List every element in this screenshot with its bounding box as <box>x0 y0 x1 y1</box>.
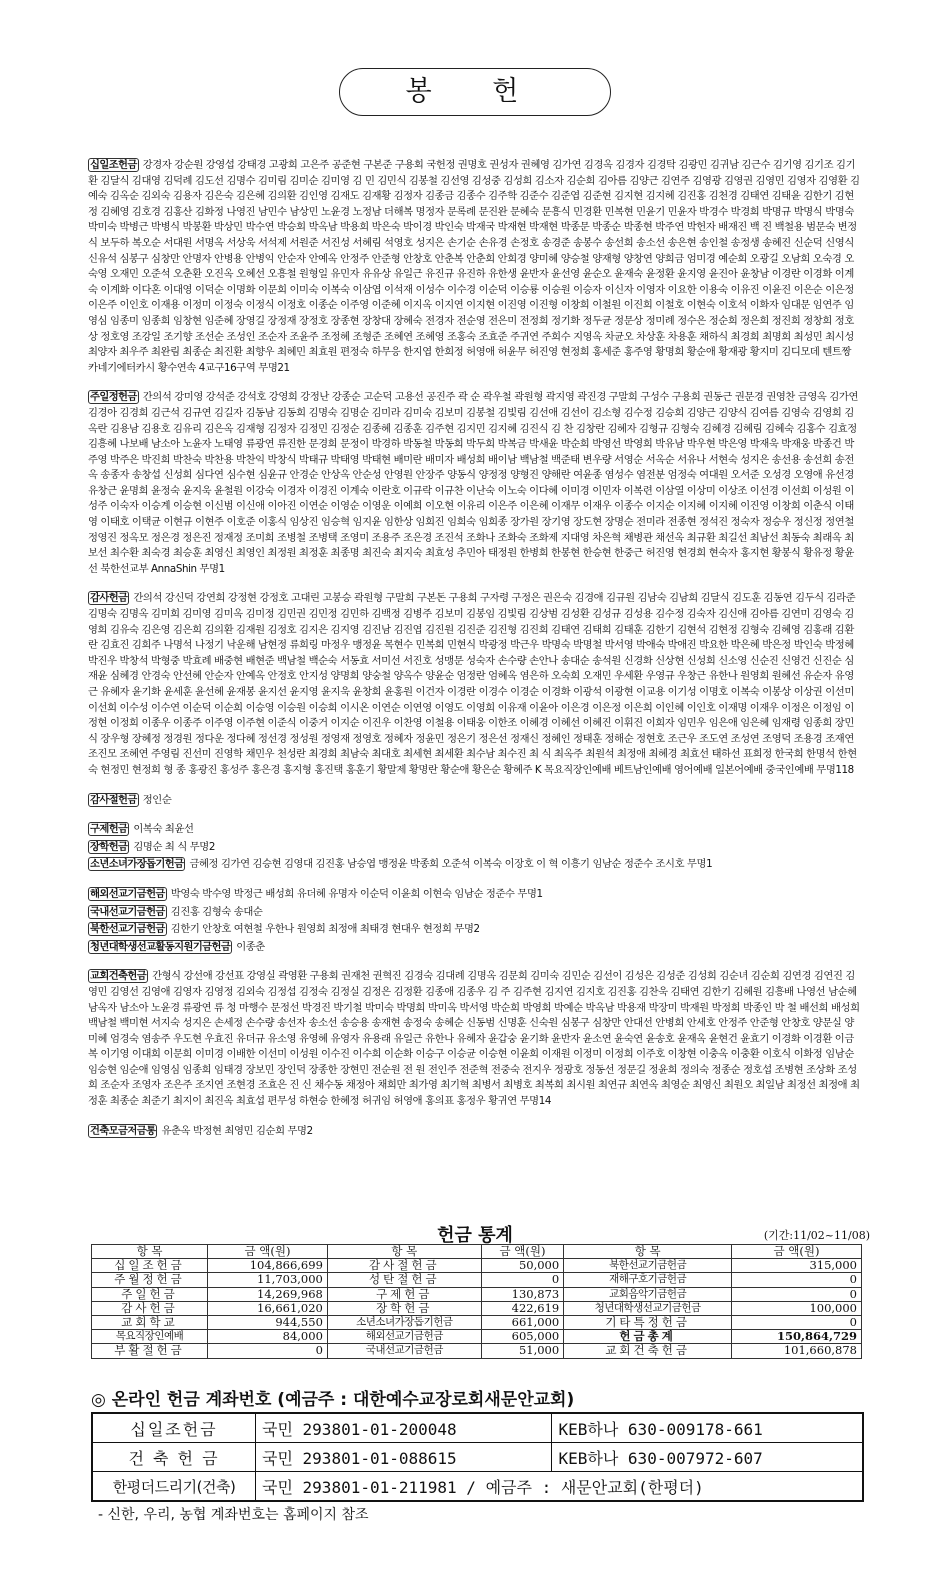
section-names: 정인순 <box>142 793 172 806</box>
section-names: 김한기 안창호 여현철 우한나 원영희 최정애 최태경 현대우 현정희 무명2 <box>170 923 480 936</box>
amount-cell: 0 <box>732 1315 862 1329</box>
section-label: 감사헌금 <box>90 592 128 605</box>
account-name: 십일조헌금 <box>92 1413 256 1443</box>
stats-row <box>92 1330 862 1344</box>
section-label: 감사절헌금 <box>90 793 137 806</box>
section-label: 소년소녀가장돕기헌금 <box>90 858 184 871</box>
stats-row <box>92 1273 862 1287</box>
item-cell: 부활절헌금 <box>92 1344 208 1358</box>
total-amount-cell: 150,864,729 <box>732 1330 862 1344</box>
amount-cell: 944,550 <box>208 1315 328 1329</box>
online-heading: ◎ 온라인 헌금 계좌번호 (예금주 : 대한예수교장로회새문안교회) <box>91 1390 575 1410</box>
offering-section <box>88 922 863 938</box>
header-cell: 항 목 <box>564 1245 732 1259</box>
amount-cell: 0 <box>732 1287 862 1301</box>
amount-cell: 315,000 <box>732 1259 862 1273</box>
amount-cell: 11,703,000 <box>208 1273 328 1287</box>
offering-section <box>88 940 863 956</box>
amount-cell: 0 <box>732 1273 862 1287</box>
account-info-2: KEB하나 630-009178-661 <box>552 1413 863 1443</box>
account-row <box>92 1472 863 1502</box>
item-cell: 주월정헌금 <box>92 1273 208 1287</box>
header-cell: 금 액(원) <box>208 1245 328 1259</box>
amount-cell: 50,000 <box>481 1259 564 1273</box>
amount-cell: 0 <box>481 1273 564 1287</box>
section-label: 주일정헌금 <box>90 391 137 404</box>
item-cell: 십일조헌금 <box>92 1259 208 1273</box>
amount-cell: 100,000 <box>732 1301 862 1315</box>
offering-section <box>88 840 863 856</box>
section-names: 김명순 최 식 무명2 <box>133 840 215 853</box>
item-cell: 성탄절헌금 <box>327 1273 481 1287</box>
offering-section <box>88 905 863 921</box>
stats-row <box>92 1315 862 1329</box>
account-info: 국민 293801-01-211981 / 예금주 : 새문안교회(한평더) <box>256 1472 864 1502</box>
item-cell: 장학헌금 <box>327 1301 481 1315</box>
amount-cell: 51,000 <box>481 1344 564 1358</box>
item-cell: 감사헌금 <box>92 1301 208 1315</box>
section-label: 건축모금저금통 <box>90 1124 156 1137</box>
account-info: 국민 293801-01-088615 <box>256 1443 552 1472</box>
stats-header-row <box>92 1245 862 1259</box>
amount-cell: 661,000 <box>481 1315 564 1329</box>
stats-row <box>92 1344 862 1358</box>
item-cell: 기타특정헌금 <box>564 1315 732 1329</box>
account-name: 한평더드리기(건축) <box>92 1472 256 1502</box>
section-label: 청년대학생선교활동지원기금헌금 <box>90 940 231 953</box>
item-cell: 재해구호기금헌금 <box>564 1273 732 1287</box>
amount-cell: 14,269,968 <box>208 1287 328 1301</box>
amount-cell: 101,660,878 <box>732 1344 862 1358</box>
section-names: 박영숙 박수영 박정근 배성희 유더혜 유명자 이순덕 이윤희 이현숙 임남순 정준수 무명1 <box>170 887 543 900</box>
item-cell: 목요직장인예배 <box>92 1330 208 1344</box>
section-label: 구제헌금 <box>90 823 128 836</box>
item-cell: 청년대학생선교기금헌금 <box>564 1301 732 1315</box>
amount-cell: 104,866,699 <box>208 1259 328 1273</box>
offering-section <box>88 591 863 778</box>
item-cell: 북한선교기금헌금 <box>564 1259 732 1273</box>
section-names: 김진홍 김형숙 송대순 <box>170 905 263 918</box>
item-cell: 국내선교기금헌금 <box>327 1344 481 1358</box>
page-title: 봉 헌 <box>339 68 611 116</box>
account-info-2: KEB하나 630-007972-607 <box>552 1443 863 1472</box>
offering-section <box>88 1124 863 1140</box>
account-row <box>92 1443 863 1472</box>
header-cell: 항 목 <box>327 1245 481 1259</box>
offering-section <box>88 822 863 838</box>
section-names: 간의석 강미영 강석준 강석호 강영희 강정난 강종순 고순덕 고용선 공진주 곽 순 곽우철 곽원형 곽지영 곽진경 구말희 구성수 구용희 권동근 권문경 권영찬 금영옥 김가연 김경아 김경희 김근석 김규연 김길자 김동남 김동희 김명숙 김명순 김미라 김미숙 김보미 김봉철 김빛림 김선애 김선이 김소형 김수정 김승희 김양근 김양식 김여름 김영숙 김영희 김옥란 김용남 김용호 김유리 김은옥 김재형 김정자 김정민 김정순 김종혜 김종훈 김주현 김지민 김지혜 김진식 김 찬 김창란 김혜자 김형규 김형숙 김혜경 김혜림 김혜숙 김홍수 김효정 김흥혜 나보배 남소아 노윤자 노태영 류광연 류진한 문경희 문정이 박경하 박동철 박동희 박두희 박복금 박새윤 박순희 박영선 박영희 박유남 박우현 박은영 박재욱 박재웅 박종건 박주영 박주은 박진희 박찬숙 박찬용 박찬익 박창식 박태규 박태영 박태현 배미란 배미자 배성희 배이남 백남철 백준태 변우량 서영순 서옥순 서유나 서현숙 성지은 송선용 송선희 송전옥 송종자 송창섭 신성희 심다연 심수현 심윤규 안경순 안상옥 안순성 안영원 안장주 양동식 양정정 양형진 양해란 여윤종 염성수 염전분 엄정숙 여대원 오서준 오성경 오영애 유선경 유창근 윤명희 윤정숙 윤지욱 윤철원 이강숙 이경자 이경진 이계숙 이란호 이규락 이규찬 이난숙 이노숙 이다혜 이미경 이민자 이복련 이삼열 이상미 이상조 이선경 이선희 이성원 이성주 이숙자 이승계 이승현 이신범 이신애 이아진 이연순 이영순 이영운 이예희 이오현 이유리 이은주 이은혜 이재무 이재우 이종수 이지순 이지혜 이지혜 이진영 이창희 이춘식 이태영 이태호 이택균 이현규 이현주 이호준 이홍식 임상진 임승혁 임지윤 임한상 임희진 임희숙 임희종 장가원 장기영 장도현 장명순 전미라 전종현 정석진 정숙자 정승우 정신정 정연철 정영진 정옥모 정은경 정은진 정재정 조미희 조병철 조병택 조영미 조용주 조은경 조진석 조화나 조화숙 조화제 지대영 차은혁 채병관 채선옥 최규환 최길선 최남선 최동숙 최래옥 최보선 최수환 최숙경 최승훈 최영신 최영인 최정원 최정훈 최종명 최진숙 최지숙 최효성 추민아 태정원 한병희 한봉현 한승현 한중근 허진영 현경희 현숙자 홍지현 황봉식 황유정 황윤선 북한선교부 AnnaShin 무명1 <box>88 391 858 575</box>
header-cell: 항 목 <box>92 1245 208 1259</box>
offering-section <box>88 887 863 903</box>
section-names: 이종춘 <box>236 940 265 953</box>
item-cell: 교회음악기금헌금 <box>564 1287 732 1301</box>
section-label: 북한선교기금헌금 <box>90 923 165 936</box>
stats-title: 헌금 통계 <box>437 1225 513 1246</box>
section-names: 금혜정 김가연 김승현 김영대 김진홍 남승엽 맹정윤 박종희 오준석 이복숙 이장호 이 혁 이흥기 임남순 정준수 조시호 무명1 <box>189 858 713 871</box>
section-names: 유춘옥 박정현 최영민 김순희 무명2 <box>161 1124 313 1137</box>
section-label: 교회건축헌금 <box>90 970 147 983</box>
offering-section <box>88 390 863 577</box>
section-names: 간의석 강신덕 강연희 강정현 강정호 고대린 고봉승 곽원형 구말희 구본돈 구용희 구자령 구정은 권은숙 김경애 김규원 김남숙 김남희 김달식 김도훈 김동연 김두식 김라준 김명숙 김명옥 김미희 김미영 김미옥 김미정 김민권 김민정 김민하 김백정 김병주 김보미 김봉임 김빛림 김상범 김성환 김성규 김성용 김수정 김숙자 김신애 김아름 김연미 김영숙 김영희 김유숙 김은영 김은희 김의환 김재원 김정호 김지은 김지영 김진남 김진엽 김진원 김진준 김진형 김진희 김태연 김태희 김태훈 김한기 김현석 김현정 김형숙 김혜영 김홍래 김환란 김효진 김희주 나명석 나정기 낙운해 남현정 류희링 마정우 맹정윤 목현수 민복희 민현식 박광정 박근우 박명숙 박명철 박서영 박애숙 박애진 박요한 박은혜 박은정 박인숙 박정혜 박진우 박창석 박형중 박효례 배중현 배현준 백남철 백순숙 서동효 서미선 서진호 성맹문 성숙자 손수량 손안나 송대순 송석원 신경화 신상현 신성희 신소영 신순진 신영건 신진순 심재윤 심혜경 안경숙 안선혜 안순자 안예옥 안정호 안지성 양명희 양숭철 양옥수 양윤순 엄정란 엄혜옥 염은하 오숙희 오재민 우세환 우영규 우창근 유한나 원영희 원혜선 유순자 유영근 유혜자 윤기화 윤세훈 윤선혜 윤재봉 윤지선 윤지영 윤지욱 윤창희 윤홍원 이건자 이경란 이경수 이경순 이경화 이광석 이광현 이교용 이기성 이명호 이복숙 이봉상 이상권 이선미 이선희 이수성 이수연 이순덕 이순희 이승영 이승원 이승희 이시온 이연순 이연영 이영도 이영희 이유재 이윤아 이은경 이은정 이은희 이인혜 이인호 이재명 이재우 이정은 이정임 이정현 이정희 이종우 이종주 이주영 이주현 이준식 이중거 이지순 이진우 이찬영 이철용 이태웅 이한조 이혜경 이혜선 이혜진 이휘진 이희자 임민우 임은애 임은혜 임재령 임종희 장민식 장우형 장혜정 정경원 정다운 정다혜 정선경 정성원 정영재 정영호 정혜자 정윤민 정은기 정은선 정재신 정혜인 정태훈 정해순 정현호 조근우 조도연 조성연 조영덕 조용경 조재연 조진모 조혜연 주영림 진선미 진영학 채민우 천성란 최경희 최남숙 최대호 최세현 최세환 최수남 최수진 최 식 최옥주 최원석 최정애 최혜경 최효선 태하선 표희정 한국희 한명석 한현숙 현정민 현정희 형 종 홍광진 홍성주 홍은경 홍지형 홍진택 홍훈기 황말제 황명란 황순애 황은순 황혜주 K 목요직장인예배 베트남인예배 영어예배 일본어예배 중국인예배 무명118 <box>88 592 857 776</box>
section-names: 간형식 강선애 강선표 강영실 곽영환 구용회 권재천 권혁진 김경숙 김대례 김명옥 김문희 김미숙 김민순 김선이 김성은 김성준 김성희 김순녀 김순희 김연경 김연진 김영민 김영선 김영애 김영자 김영정 김외숙 김정섭 김정숙 김정실 김정은 김정환 김종애 김종우 김 주 김주현 김지연 김지호 김진홍 김찬욱 김태연 김한기 김혜원 김흥배 나영선 남순혜 남옥자 남소아 노윤경 류광연 류 청 마행수 문정선 박경진 박기철 박미숙 박명희 박미옥 박서영 박순희 박영희 박예순 박옥남 박용재 박장미 박재원 박정희 박종인 박 철 배선희 배성희 백남철 백미현 서지숙 성지은 손세정 손수량 송선자 송소선 송승용 송재현 송정숙 송혜순 신동범 신명훈 신숙원 심봉구 심창만 안대선 안병희 안세호 안정주 안준형 안창호 양문실 양미혜 엄경숙 염송주 우도현 우효진 유더규 유소영 유영혜 유영자 유용래 유일근 유한나 유혜자 윤갑숭 윤기화 윤반자 윤소연 윤숙연 윤송호 윤재옥 윤현건 윤효기 이경화 이경환 이금복 이기영 이대희 이문희 이미경 이배한 이선미 이성원 이수진 이수희 이순화 이승구 이승균 이승현 이윤희 이재원 이정미 이정희 이주호 이창현 이충옥 이충환 이호식 이화정 임남순 임승현 임순애 임영심 임종희 임태경 장보민 장인덕 장종한 장현민 전순원 전 원 전인주 전준혁 전중숙 전지우 정광호 정동선 정문길 정윤희 정의숙 정종순 정호섭 조병현 조상화 조성희 조순자 조영자 조은주 조지연 조현경 조효은 진 신 채수동 채정아 채희만 최가영 최기혁 최병서 최병호 최복희 최시원 최연규 최연옥 최영순 최영신 최원오 최일남 최정선 최정애 최정훈 최종순 최준기 최지이 최진옥 최효섭 편무성 하현승 한혜정 허귀임 허영애 홍의표 홍정우 황귀연 무명14 <box>88 970 860 1108</box>
stats-period: (기간:11/02~11/08) <box>763 1229 870 1242</box>
item-cell: 주일헌금 <box>92 1287 208 1301</box>
section-names: 이복숙 최윤선 <box>133 823 194 836</box>
stats-row <box>92 1259 862 1273</box>
amount-cell: 605,000 <box>481 1330 564 1344</box>
amount-cell: 0 <box>208 1344 328 1358</box>
item-cell: 교회학교 <box>92 1315 208 1329</box>
stats-row <box>92 1287 862 1301</box>
account-note: - 신한, 우리, 농협 계좌번호는 홈페이지 참조 <box>98 1507 369 1523</box>
section-names: 강경자 강순원 강영섭 강태경 고광희 고은주 공준현 구본준 구용회 국헌정 권명호 권성자 권혜영 김가연 김경옥 김경자 김경탁 김광민 김귀남 김근수 김기영 김기조 김기환 김달식 김대영 김덕례 김도선 김명수 김미림 김미순 김미영 김 민 김민식 김봉철 김선영 김성중 김성희 김소자 김순희 김아름 김양근 김연주 김영광 김영권 김영민 김영자 김영환 김예숙 김옥순 김외숙 김용자 김은숙 김은혜 김의환 김인영 김재도 김재황 김정자 김종금 김종수 김주학 김준수 김준엽 김준현 김지현 김지혜 김진홍 김천경 김태연 김태윤 김한기 김현정 김혜영 김호경 김홍산 김화정 나영진 남민수 남상민 노윤경 노정남 더해복 명정자 문록례 문진완 문혜숙 문흥식 민경환 민복현 민윤기 민윤자 박경수 박경희 박명규 박명식 박명숙 박미숙 박병근 박병식 박봉환 박상민 박수연 박승회 박옥남 박용희 박은숙 박이경 박인숙 박재국 박재현 박재현 박종문 박종순 박종현 박주연 박헌자 배재진 백 진 백철용 범문숙 변정식 보두하 복오순 서대원 서명옥 서상욱 서석제 서원준 서진성 서혜림 석영호 성지은 손기순 손유경 손정호 송경준 송봉수 송선희 송소선 송은현 송인철 송정생 송혜진 신순덕 신영식 신유석 심봉구 심창만 안명자 안병용 안병익 안순자 안예옥 안정주 안준형 안창호 안춘복 안춘희 안희경 양미혜 양승철 양재형 양창연 양희금 엄미경 예순희 오광길 오남희 오숙경 오숙영 오재민 오준석 오춘환 오진옥 오혜선 오흥철 원형일 유민자 유유상 유일근 유진규 유진하 유한생 윤반자 윤선영 윤순오 윤재숙 윤정환 윤지영 윤진아 윤창남 이경란 이경화 이계숙 이계화 이다혼 이대영 이덕순 이명화 이문희 이미숙 이복숙 이삼엽 이석재 이성수 이수경 이순덕 이승룡 이승원 이승자 이신자 이영자 이요한 이용숙 이유진 이윤진 이은순 이은정 이은주 이인호 이재용 이정미 이정숙 이정식 이정호 이종순 이주영 이준혜 이지옥 이지연 이지현 이진영 이진형 이창희 이철원 이진희 이철호 이현숙 이호석 이화자 임대문 임연주 임영심 임종미 임종희 임창현 임준혜 장영길 장정재 장정호 장종현 장창대 장혜숙 전경자 전순영 전은미 전정희 정기화 정두균 정문상 정미례 정수은 정순희 정은희 정진희 정창희 정호상 정호영 조강일 조기향 조선순 조성인 조순자 조윤주 조정혜 조형준 조혜연 조혜영 조홍숙 조효준 주귀연 주희수 지영옥 차균오 차상훈 차용훈 채하식 최경희 최명희 최성민 최시성 최양자 최우주 최완림 최종순 최진환 최향우 최혜민 최효원 편정숙 하무응 한지엽 한희정 허영애 허윤무 허진영 현정희 홍세준 홍주영 황명희 황순애 황재광 황지미 김디모데 텐트짱 카네기에터카시 황수연속 4교구16구역 무명21 <box>88 159 860 374</box>
account-table <box>91 1412 864 1502</box>
header-cell: 금 액(원) <box>481 1245 564 1259</box>
stats-table <box>91 1244 862 1359</box>
item-cell: 구제헌금 <box>327 1287 481 1301</box>
account-name: 건 축 헌 금 <box>92 1443 256 1472</box>
stats-row <box>92 1301 862 1315</box>
section-label: 국내선교기금헌금 <box>90 905 165 918</box>
offering-section <box>88 969 863 1109</box>
account-info: 국민 293801-01-200048 <box>256 1413 552 1443</box>
total-label-cell: 헌금총계 <box>564 1330 732 1344</box>
title-wrap <box>0 68 950 116</box>
section-label: 십일조헌금 <box>90 159 137 171</box>
offering-section <box>88 793 863 809</box>
amount-cell: 84,000 <box>208 1330 328 1344</box>
item-cell: 교회건축헌금 <box>564 1344 732 1358</box>
item-cell: 해외선교기금헌금 <box>327 1330 481 1344</box>
offering-section <box>88 158 863 376</box>
account-row <box>92 1413 863 1443</box>
item-cell: 감사절헌금 <box>327 1259 481 1273</box>
amount-cell: 16,661,020 <box>208 1301 328 1315</box>
offering-list <box>88 158 863 1153</box>
section-label: 장학헌금 <box>90 840 128 853</box>
item-cell: 소년소녀가장돕기헌금 <box>327 1315 481 1329</box>
header-cell: 금 액(원) <box>732 1245 862 1259</box>
section-label: 해외선교기금헌금 <box>90 887 165 900</box>
offering-section <box>88 857 863 873</box>
amount-cell: 130,873 <box>481 1287 564 1301</box>
amount-cell: 422,619 <box>481 1301 564 1315</box>
